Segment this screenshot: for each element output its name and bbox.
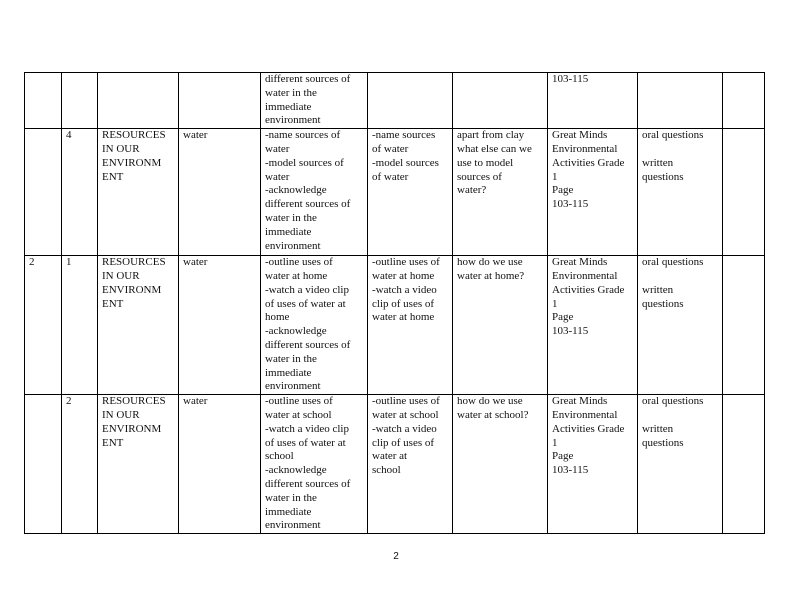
- table-row: [25, 73, 765, 129]
- cell-sub-strand: [179, 73, 261, 129]
- cell-week: [25, 129, 62, 256]
- table-row: [25, 395, 765, 534]
- cell-learning-outcomes: -outline uses of water at home -watch a video clip of uses of water at home -acknowledge different sources of water in the immediate environment: [261, 256, 368, 395]
- cell-learning-experiences: -outline uses of water at home -watch a video clip of uses of water at home: [368, 256, 453, 395]
- cell-key-inquiry-question: how do we use water at school?: [453, 395, 548, 534]
- cell-assessment: oral questions written questions: [638, 395, 723, 534]
- scheme-of-work-table: [24, 72, 765, 534]
- cell-week: [25, 73, 62, 129]
- cell-key-inquiry-question: apart from clay what else can we use to model sources of water?: [453, 129, 548, 256]
- cell-learning-outcomes: -outline uses of water at school -watch a video clip of uses of water at school -acknowledge different sources of water in the immediate environment: [261, 395, 368, 534]
- cell-week: 2: [25, 256, 62, 395]
- cell-sub-strand: water: [179, 129, 261, 256]
- cell-lesson: 2: [62, 395, 98, 534]
- page-number: 2: [393, 551, 399, 562]
- cell-learning-experiences: [368, 73, 453, 129]
- table-row: [25, 256, 765, 395]
- cell-assessment: [638, 73, 723, 129]
- cell-learning-experiences: -name sources of water -model sources of water: [368, 129, 453, 256]
- cell-remarks: [723, 73, 765, 129]
- cell-key-inquiry-question: how do we use water at home?: [453, 256, 548, 395]
- table-row: [25, 129, 765, 256]
- cell-learning-outcomes: different sources of water in the immediate environment: [261, 73, 368, 129]
- cell-learning-resources: Great Minds Environmental Activities Grade 1 Page 103-115: [548, 395, 638, 534]
- cell-strand: RESOURCES IN OUR ENVIRONM ENT: [98, 395, 179, 534]
- cell-remarks: [723, 256, 765, 395]
- cell-learning-resources: Great Minds Environmental Activities Grade 1 Page 103-115: [548, 129, 638, 256]
- cell-lesson: 1: [62, 256, 98, 395]
- cell-strand: [98, 73, 179, 129]
- cell-learning-resources: Great Minds Environmental Activities Grade 1 Page 103-115: [548, 256, 638, 395]
- cell-learning-resources: 103-115: [548, 73, 638, 129]
- cell-assessment: oral questions written questions: [638, 256, 723, 395]
- cell-learning-experiences: -outline uses of water at school -watch a video clip of uses of water at school: [368, 395, 453, 534]
- cell-remarks: [723, 129, 765, 256]
- cell-remarks: [723, 395, 765, 534]
- cell-learning-outcomes: -name sources of water -model sources of water -acknowledge different sources of water in the immediate environment: [261, 129, 368, 256]
- cell-strand: RESOURCES IN OUR ENVIRONM ENT: [98, 256, 179, 395]
- cell-assessment: oral questions written questions: [638, 129, 723, 256]
- cell-week: [25, 395, 62, 534]
- cell-lesson: [62, 73, 98, 129]
- cell-lesson: 4: [62, 129, 98, 256]
- cell-strand: RESOURCES IN OUR ENVIRONM ENT: [98, 129, 179, 256]
- cell-key-inquiry-question: [453, 73, 548, 129]
- cell-sub-strand: water: [179, 395, 261, 534]
- cell-sub-strand: water: [179, 256, 261, 395]
